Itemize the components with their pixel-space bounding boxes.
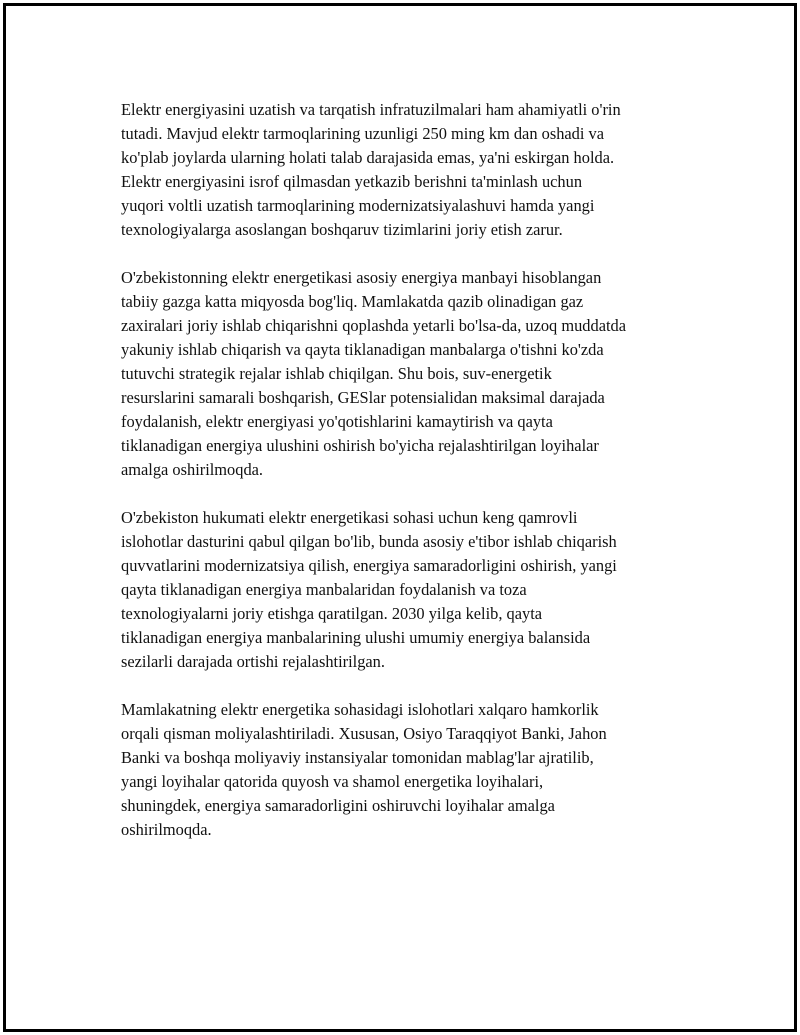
- paragraph-4: [121, 698, 681, 842]
- text-line: islohotlar dasturini qabul qilgan bo'lib, bunda asosiy e'tibor ishlab chiqarish: [121, 532, 617, 551]
- text-line: shuningdek, energiya samaradorligini oshiruvchi loyihalar amalga: [121, 796, 555, 815]
- text-line: tutadi. Mavjud elektr tarmoqlarining uzunligi 250 ming km dan oshadi va: [121, 124, 604, 143]
- text-line: ko'plab joylarda ularning holati talab darajasida emas, ya'ni eskirgan holda.: [121, 148, 615, 167]
- document-body: [121, 98, 681, 866]
- text-line: qayta tiklanadigan energiya manbalaridan foydalanish va toza: [121, 580, 527, 599]
- text-line: sezilarli darajada ortishi rejalashtirilgan.: [121, 652, 385, 671]
- text-line: yangi loyihalar qatorida quyosh va shamol energetika loyihalari,: [121, 772, 544, 791]
- text-line: amalga oshirilmoqda.: [121, 460, 264, 479]
- text-line: Elektr energiyasini uzatish va tarqatish infratuzilmalari ham ahamiyatli o'rin: [121, 100, 621, 119]
- text-line: foydalanish, elektr energiyasi yo'qotishlarini kamaytirish va qayta: [121, 412, 553, 431]
- paragraph-1: [121, 98, 681, 242]
- paragraph-2: [121, 266, 681, 482]
- text-line: yakuniy ishlab chiqarish va qayta tiklanadigan manbalarga o'tishni ko'zda: [121, 340, 604, 359]
- text-line: quvvatlarini modernizatsiya qilish, energiya samaradorligini oshirish, yangi: [121, 556, 617, 575]
- text-line: resurslarini samarali boshqarish, GESlar potensialidan maksimal darajada: [121, 388, 605, 407]
- text-line: tiklanadigan energiya ulushini oshirish bo'yicha rejalashtirilgan loyihalar: [121, 436, 599, 455]
- text-line: texnologiyalarga asoslangan boshqaruv tizimlarini joriy etish zarur.: [121, 220, 563, 239]
- document-page: [3, 3, 797, 1032]
- text-line: Banki va boshqa moliyaviy instansiyalar tomonidan mablag'lar ajratilib,: [121, 748, 594, 767]
- text-line: yuqori voltli uzatish tarmoqlarining modernizatsiyalashuvi hamda yangi: [121, 196, 595, 215]
- text-line: orqali qisman moliyalashtiriladi. Xususan, Osiyo Taraqqiyot Banki, Jahon: [121, 724, 607, 743]
- text-line: texnologiyalarni joriy etishga qaratilgan. 2030 yilga kelib, qayta: [121, 604, 543, 623]
- text-line: Elektr energiyasini isrof qilmasdan yetkazib berishni ta'minlash uchun: [121, 172, 583, 191]
- text-line: zaxiralari joriy ishlab chiqarishni qoplashda yetarli bo'lsa-da, uzoq muddatda: [121, 316, 626, 335]
- text-line: tutuvchi strategik rejalar ishlab chiqilgan. Shu bois, suv-energetik: [121, 364, 552, 383]
- text-line: O'zbekistonning elektr energetikasi asosiy energiya manbayi hisoblangan: [121, 268, 602, 287]
- text-line: O'zbekiston hukumati elektr energetikasi sohasi uchun keng qamrovli: [121, 508, 578, 527]
- paragraph-3: [121, 506, 681, 674]
- text-line: tabiiy gazga katta miqyosda bog'liq. Mamlakatda qazib olinadigan gaz: [121, 292, 584, 311]
- text-line: oshirilmoqda.: [121, 820, 212, 839]
- text-line: Mamlakatning elektr energetika sohasidagi islohotlari xalqaro hamkorlik: [121, 700, 599, 719]
- text-line: tiklanadigan energiya manbalarining ulushi umumiy energiya balansida: [121, 628, 591, 647]
